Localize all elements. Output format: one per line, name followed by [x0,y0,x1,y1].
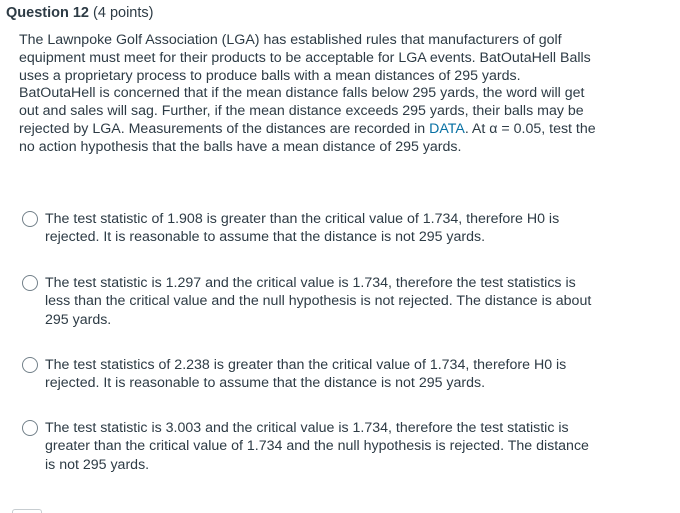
answer-option-2[interactable] [22,274,592,329]
radio-button[interactable] [22,420,38,436]
answer-text: The test statistic is 3.003 and the critical value is 1.734, therefore the test statistic is greater than the critical value of 1.734 and the null hypothesis is rejected. The distance is not 295 yards. [45,420,589,473]
answer-text: The test statistics of 2.238 is greater than the critical value of 1.734, therefore H0 is rejected. It is reasonable to assume that the distance is not 295 yards. [45,357,567,392]
next-element-edge [12,509,42,513]
question-points: (4 points) [89,5,154,21]
data-link[interactable]: DATA [429,120,465,137]
radio-button[interactable] [22,275,38,291]
question-text-part-2: . At α = 0.05, test the no action hypothesis that the balls have a mean distance of 295 yards. [19,120,596,155]
answer-text: The test statistic is 1.297 and the critical value is 1.734, therefore the test statistics is less than the critical value and the null hypothesis is not rejected. The distance is about 295 yards. [45,275,592,328]
question-text [19,32,599,157]
question-header [6,4,153,22]
answer-option-1[interactable] [22,210,592,247]
question-title: Question 12 [6,5,89,21]
radio-button[interactable] [22,357,38,373]
radio-button[interactable] [22,211,38,227]
answer-option-3[interactable] [22,356,592,393]
question-text-part-1: The Lawnpoke Golf Association (LGA) has established rules that manufacturers of golf equipment must meet for their products to be acceptable for LGA events. BatOutaHell Balls uses a proprietary process to produce balls with a mean distances of 295 yards. BatOutaHell is concerned that if the mean distance falls below 295 yards, the word will get out and sales will sag. Further, if the mean distance exceeds 295 yards, their balls may be rejected by LGA. Measurements of the distances are recorded in [19,32,591,137]
answer-option-4[interactable] [22,419,592,474]
answer-text: The test statistic of 1.908 is greater than the critical value of 1.734, therefore H0 is rejected. It is reasonable to assume that the distance is not 295 yards. [45,211,560,246]
